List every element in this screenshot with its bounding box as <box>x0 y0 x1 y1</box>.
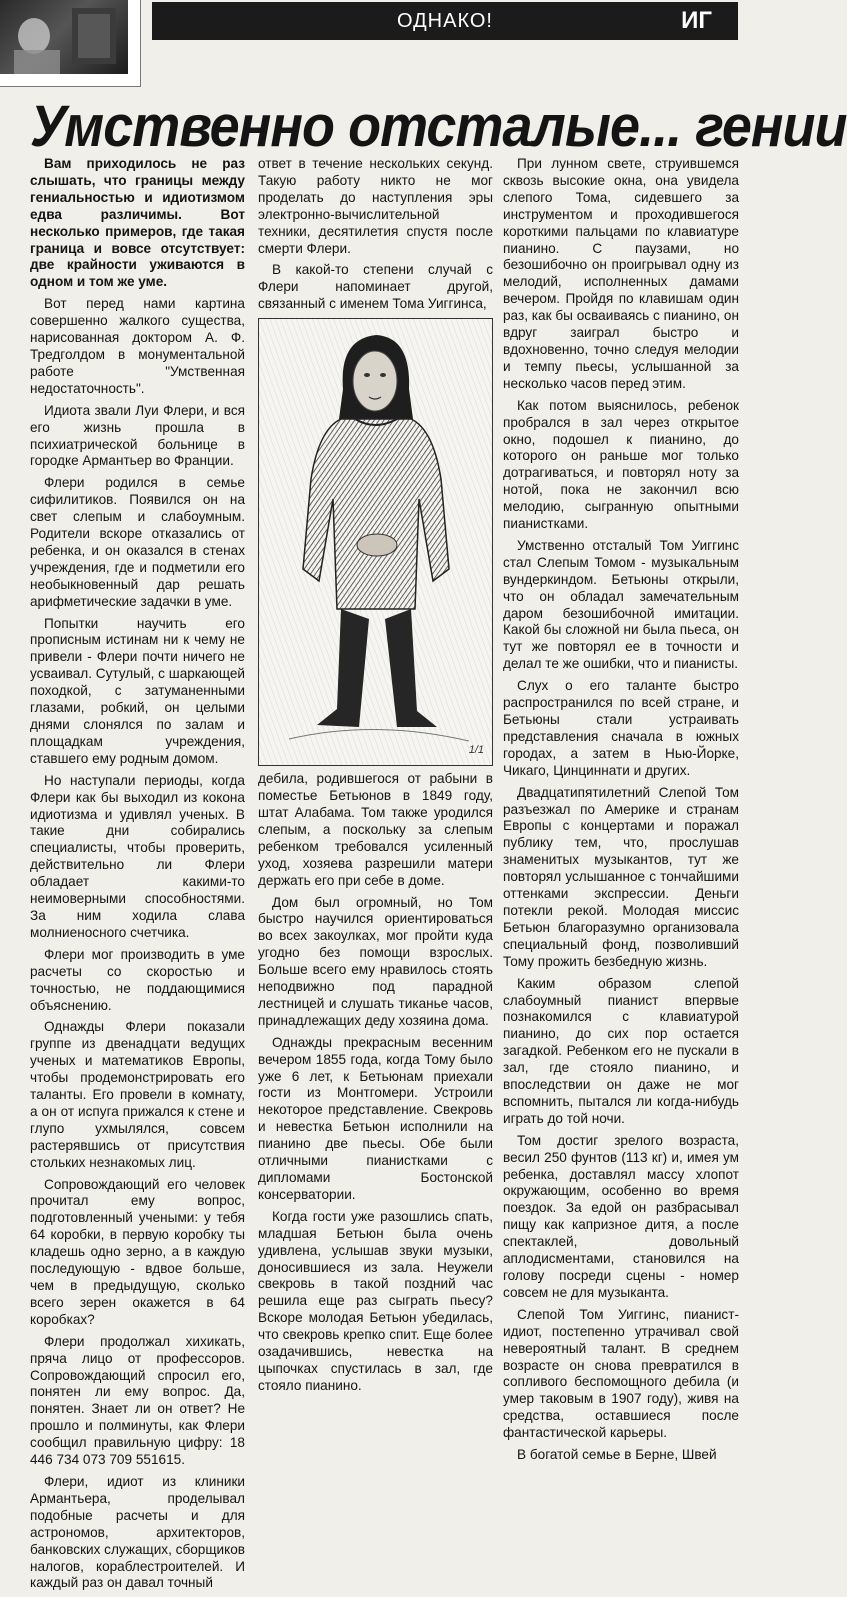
portrait-engraving-icon <box>259 319 492 765</box>
section-title: ОДНАКО! <box>397 10 493 32</box>
paragraph: Попытки научить его прописным истинам ни к чему не привели - Флери почти ничего не усваивал. Сутулый, с шаркающей походкой, с затуманенными глазами, робкий, он целыми днями слонялся по залам и площадкам учреждения, ставшего ему родным домом. <box>30 615 245 766</box>
paragraph-continued: ответ в течение нескольких секунд. Такую работу никто не мог проделать до наступления эры электронно-вычислительной техники, десятилетия спустя после смерти Флери. <box>258 156 493 256</box>
paragraph: Умственно отсталый Том Уиггинс стал Слепым Томом - музыкальным вундеркиндом. Бетьюны открыли, что он обладал замечательным даром безошибочной имитации. Какой бы сложной ни была пьеса, он тут же повторял ее в точности и делал те же ошибки, что и пианисты. <box>503 537 739 672</box>
portrait-illustration <box>258 318 493 766</box>
corner-photo <box>0 0 141 87</box>
article-column-1 <box>30 156 245 1597</box>
paragraph: Когда гости уже разошлись спать, младшая Бетьюн была очень удивлена, услышав звуки музыки, доносившиеся из зала. Неужели свекровь в такой поздний час решила еще раз сыграть пьесу? Вскоре молодая Бетьюн убедилась, что свекровь крепко спит. Еще более озадачившись, невестка на цыпочках спустилась в зал, где стояло пианино. <box>258 1208 493 1393</box>
paragraph: Но наступали периоды, когда Флери как бы выходил из кокона идиотизма и удивлял ученых. В такие дни собирались специалисты, чтобы проверить, действительно ли Флери обладает какими-то неимоверными способностями. За ним ходила слава молниеносного счетчика. <box>30 772 245 940</box>
paragraph: При лунном свете, струившемся сквозь высокие окна, она увидела слепого Тома, сидевшего за инструментом и проходившегося короткими пальцами по клавиатуре пианино. С паузами, но безошибочно он проигрывал одну из мелодий, исполненных дамами вечером. Пройдя по клавишам один раз, как бы осваиваясь с пианино, он вдруг заиграл быстро и вдохновенно, точно следуя мелодии и темпу пьесы, услышанной за несколько часов перед этим. <box>503 156 739 391</box>
publication-logo: ИГ <box>681 7 712 34</box>
paragraph: Флери, идиот из клиники Армантьера, проделывал подобные расчеты и для астрономов, архитекторов, банковских служащих, сборщиков налогов, кораблестроителей. И каждый раз он давал точный <box>30 1473 246 1591</box>
section-header-bar <box>152 2 738 40</box>
paragraph-continued: дебила, родившегося от рабыни в поместье Бетьюнов в 1849 году, штат Алабама. Том также уродился слепым, а поскольку за слепым ребенком требовался усиленный уход, хозяева разрешили матери держать его при себе в доме. <box>258 771 493 888</box>
article-column-2 <box>258 156 493 1400</box>
illustration-signature: 1/1 <box>468 744 484 757</box>
article-lead: Вам приходилось не раз слышать, что границы между гениальностью и идиотизмом едва различимы. Вот несколько примеров, где такая граница и вовсе отсутствует: две крайности уживаются в одном и том же уме. <box>30 156 245 290</box>
paragraph: Дом был огромный, но Том быстро научился ориентироваться во всех закоулках, мог пройти куда угодно без помощи взрослых. Больше всего ему нравилось стоять неподвижно под парадной лестницей и слушать тиканье часов, принадлежащих деду хозяина дома. <box>258 894 493 1028</box>
paragraph: Однажды Флери показали группе из двенадцати ведущих ученых и математиков Европы, чтобы продемонстрировать его таланты. Его провели в комнату, а он от испуга прижался к стене и глупо ухмылялся, совсем растерявшись от присутствия стольких незнакомых лиц. <box>30 1019 245 1170</box>
paragraph: Том достиг зрелого возраста, весил 250 фунтов (113 кг) и, имея ум ребенка, доставлял массу хлопот окружающим, особенно во время поездок. За едой он разбрасывал пищу как капризное дитя, а после спектаклей, довольный аплодисментами, становился на голову посреди сцены - номер совсем не для музыканта. <box>503 1132 739 1300</box>
paragraph: Сопровождающий его человек прочитал ему вопрос, подготовленный учеными: у тебя 64 коробки, в первую коробку ты кладешь одно зерно, а в каждую последующую - вдвое больше, чем в предыдущую, сколько всего зерен окажется в 64 коробках? <box>30 1176 245 1327</box>
article-headline: Умственно отсталые... гении <box>30 94 847 159</box>
paragraph: Двадцатипятилетний Слепой Том разъезжал по Америке и странам Европы с концертами и поражал публику тем, что, прослушав знаменитых музыкантов, тут же повторял услышанное с тончайшими оттенками экспрессии. Деньги потекли рекой. Молодая миссис Бетьюн благоразумно организовала специальный фонд, позволивший Тому прожить безбедную жизнь. <box>503 784 739 969</box>
paragraph: Однажды прекрасным весенним вечером 1855 года, когда Тому было уже 6 лет, к Бетьюнам приехали гости из Монтгомери. Устроили некоторое представление. Свекровь и невестка Бетьюн исполнили на пианино две пьесы. Обе были отличными пианистками с дипломами Бостонской консерватории. <box>258 1034 493 1202</box>
paragraph: Идиота звали Луи Флери, и вся его жизнь прошла в психиатрической больнице в городке Армантьер во Франции. <box>30 402 245 469</box>
paragraph: Слепой Том Уиггинс, пианист-идиот, постепенно утрачивал свой невероятный талант. В среднем возрасте он снова превратился в сопливого беспомощного дебила (и умер таковым в 1907 году), живя на средства, оставшиеся после фантастической карьеры. <box>503 1306 739 1441</box>
paragraph: Вот перед нами картина совершенно жалкого существа, нарисованная доктором А. Ф. Тредголдом в монументальной работе "Умственная недостаточность". <box>30 296 245 396</box>
paragraph: Слух о его таланте быстро распространился по всей стране, и Бетьюны стали устраивать представления сначала в южных городах, а затем в Нью-Йорке, Чикаго, Цинциннати и других. <box>503 678 739 778</box>
paragraph: В богатой семье в Берне, Швей <box>517 1447 717 1463</box>
paragraph: Каким образом слепой слабоумный пианист впервые познакомился с клавиатурой пианино, до сих пор остается загадкой. Ребенком его не пускали в зал, где стояло пианино, и впоследствии он даже не мог вспомнить, пытался ли когда-нибудь играть до той ночи. <box>503 975 739 1126</box>
article-column-3 <box>503 156 739 1469</box>
paragraph: Как потом выяснилось, ребенок пробрался в зал через открытое окно, подошел к пианино, до которого он раньше мог только дотрагиваться, и повторял ноту за нотой, пока не закончил всю мелодию, сыгранную опытными пианистками. <box>503 397 739 532</box>
paragraph: Флери мог производить в уме расчеты со скоростью и точностью, не поддающимися объяснению. <box>30 946 245 1013</box>
paragraph: В какой-то степени случай с Флери напоминает другой, связанный с именем Тома Уиггинса, <box>258 262 493 312</box>
corner-photo-image <box>0 0 128 74</box>
paragraph: Флери родился в семье сифилитиков. Появился он на свет слепым и слабоумным. Родители вскоре отказались от ребенка, и он оказался в стенах учреждения, где и подметили его необыкновенный дар решать арифметические задачки в уме. <box>30 475 245 609</box>
paragraph: Флери продолжал хихикать, пряча лицо от профессоров. Сопровождающий спросил его, понятен ли ему вопрос. Да, понятен. Знает ли он ответ? Не прошло и полминуты, как Флери сообщил правильную цифру: 18 446 734 073 709 551615. <box>30 1333 245 1468</box>
